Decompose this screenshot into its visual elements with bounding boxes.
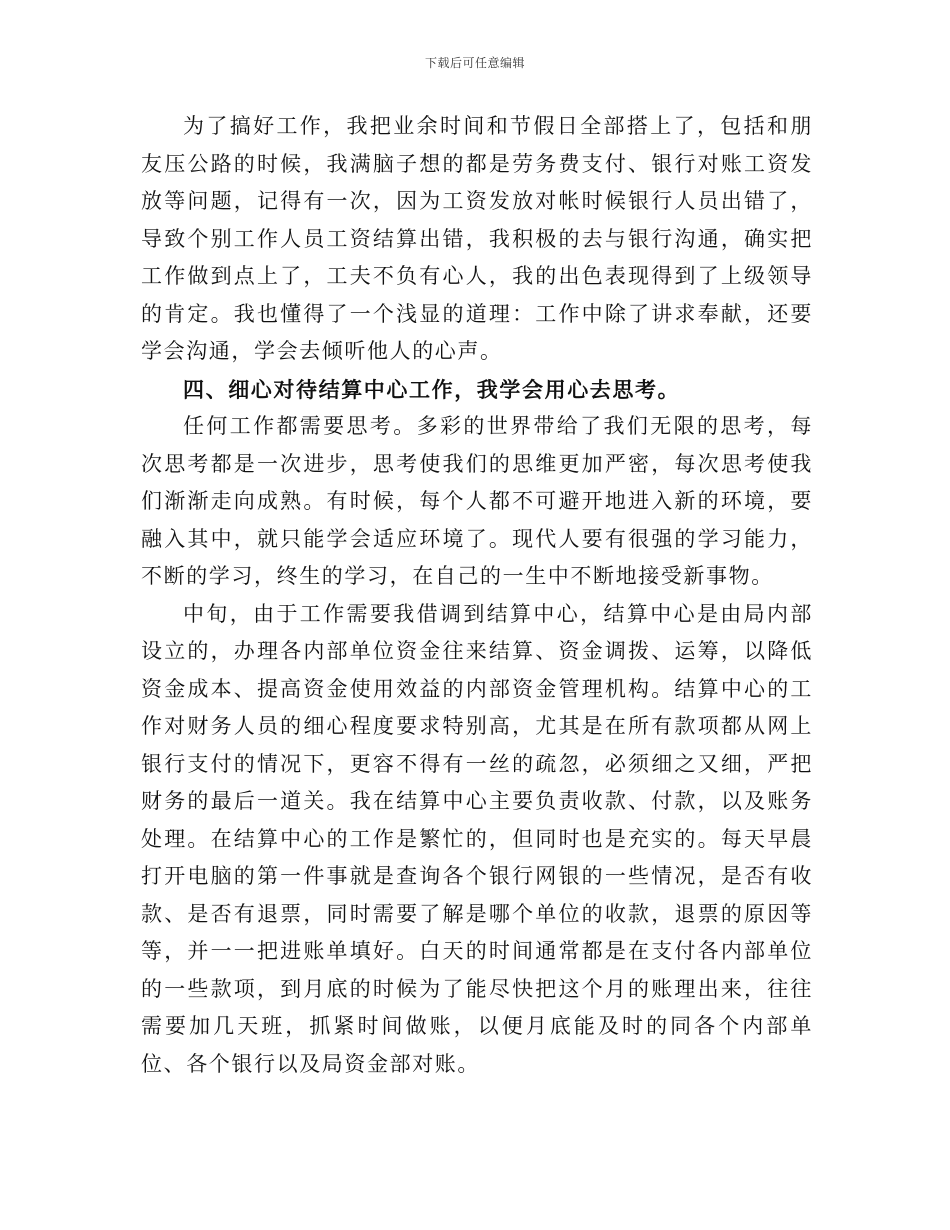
paragraph-settlement-center: 中旬，由于工作需要我借调到结算中心，结算中心是由局内部设立的，办理各内部单位资金往来结算、资金调拨、运筹，以降低资金成本、提高资金使用效益的内部资金管理机构。结算中心的工作对财务人员的细心程度要求特别高，尤其是在所有款项都从网上银行支付的情况下，更容不得有一丝的疏忽，必须细之又细，严把财务的最后一道关。我在结算中心主要负责收款、付款，以及账务处理。在结算中心的工作是繁忙的，但同时也是充实的。每天早晨打开电脑的第一件事就是查询各个银行网银的一些情况，是否有收款、是否有退票，同时需要了解是哪个单位的收款，退票的原因等等，并一一把进账单填好。白天的时间通常都是在支付各内部单位的一些款项，到月底的时候为了能尽快把这个月的账理出来，往往需要加几天班，抓紧时间做账，以便月底能及时的同各个内部单位、各个银行以及局资金部对账。 <box>141 601 813 1076</box>
paragraph-overtime-work: 为了搞好工作，我把业余时间和节假日全部搭上了，包括和朋友压公路的时候，我满脑子想的都是劳务费支付、银行对账工资发放等问题，记得有一次，因为工资发放对帐时候银行人员出错了，导致个别工作人员工资结算出错，我积极的去与银行沟通，确实把工作做到点上了，工夫不负有心人，我的出色表现得到了上级领导的肯定。我也懂得了一个浅显的道理：工作中除了讲求奉献，还要学会沟通，学会去倾听他人的心声。 <box>141 114 813 363</box>
page-header-note: 下载后可任意编辑 <box>424 56 525 70</box>
document-body <box>141 108 813 1083</box>
paragraph-thinking: 任何工作都需要思考。多彩的世界带给了我们无限的思考，每次思考都是一次进步，思考使我们的思维更加严密，每次思考使我们渐渐走向成熟。有时候，每个人都不可避开地进入新的环境，要融入其中，就只能学会适应环境了。现代人要有很强的学习能力，不断的学习，终生的学习，在自己的一生中不断地接受新事物。 <box>141 414 813 588</box>
section-heading-four: 四、细心对待结算中心工作，我学会用心去思考。 <box>183 376 681 402</box>
